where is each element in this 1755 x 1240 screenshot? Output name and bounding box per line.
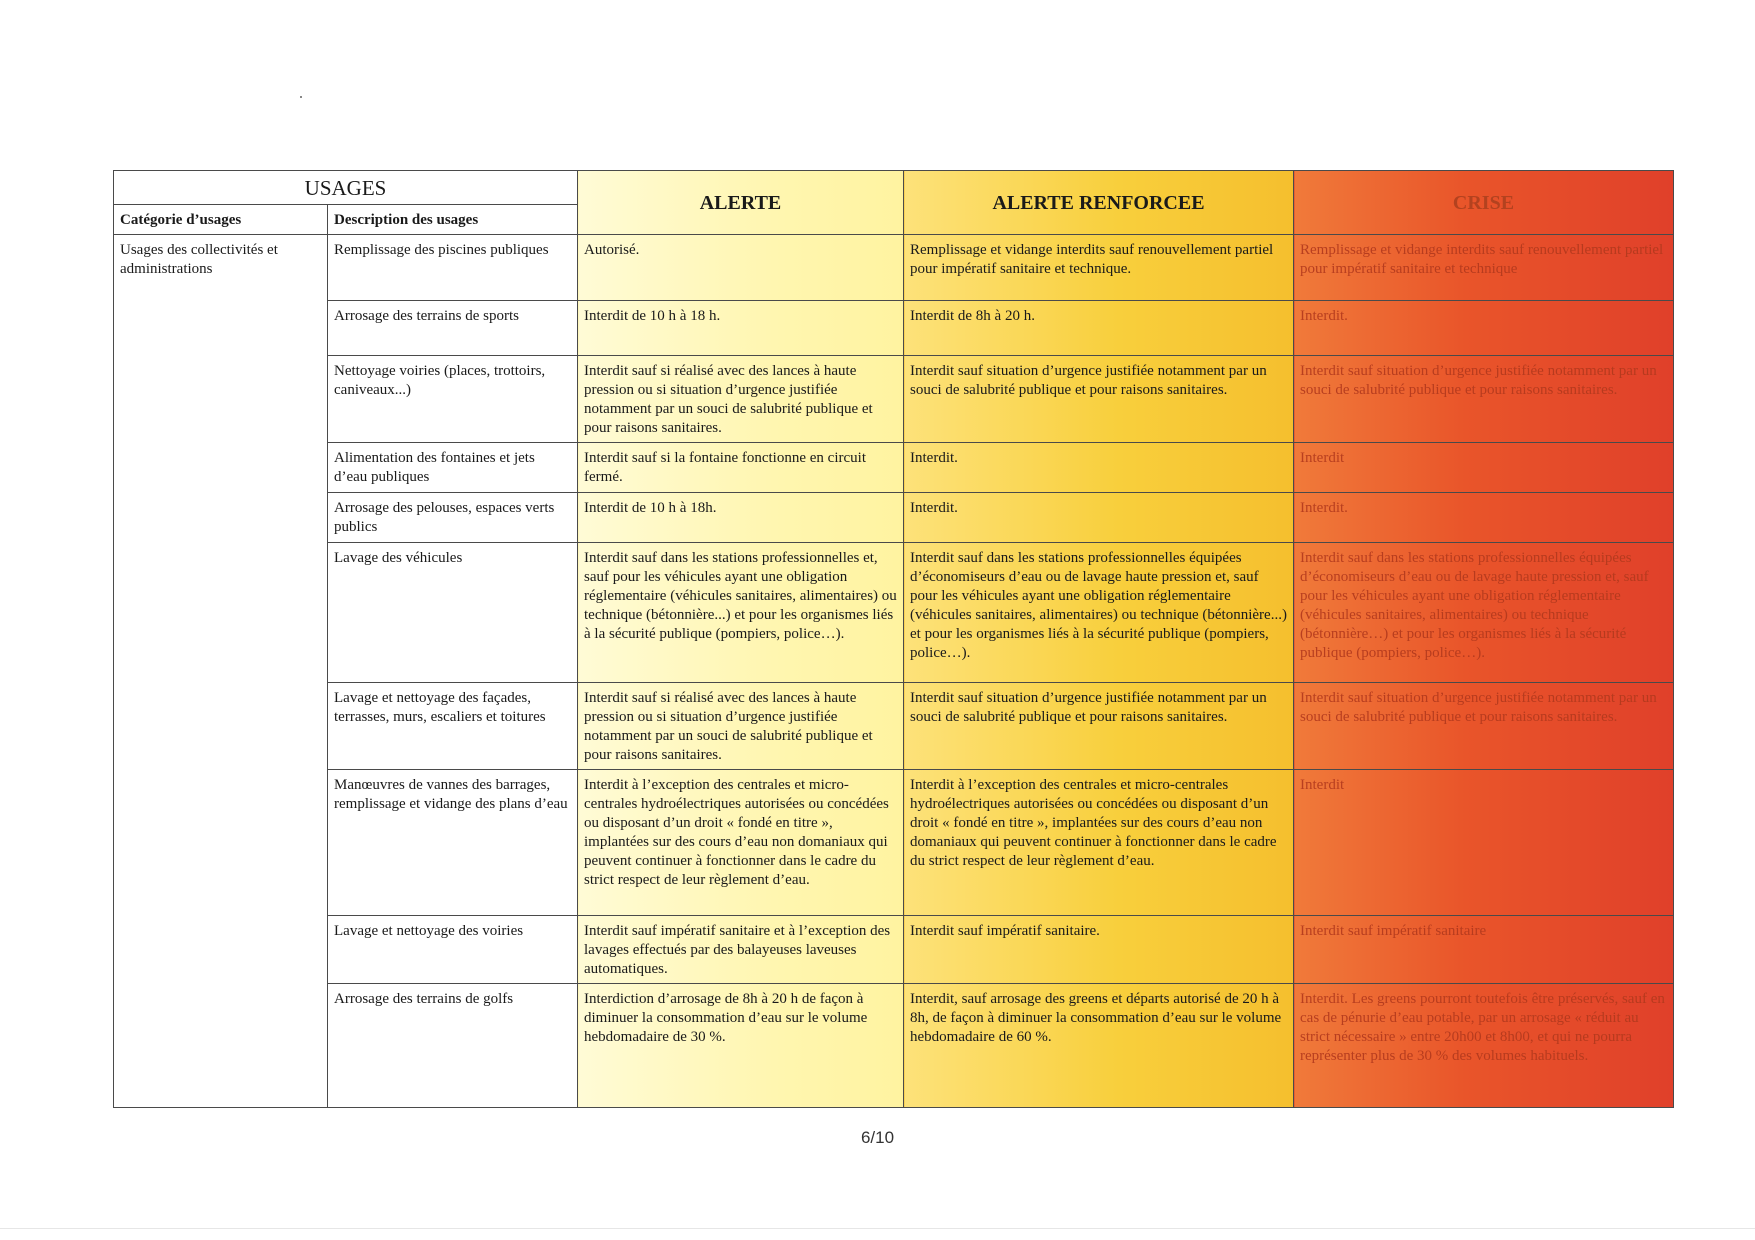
crise-cell (1294, 356, 1674, 443)
table-row (114, 543, 1674, 683)
alerte-cell: Interdiction d’arrosage de 8h à 20 h de façon à diminuer la consommation d’eau sur le volume hebdomadaire de 30 %. (578, 984, 904, 1108)
crise-cell (1294, 301, 1674, 356)
crise-text: Interdit sauf dans les stations professionnelles équipées d’économiseurs d’eau ou de lavage haute pression et, sauf pour les véhicules ayant une obligation réglementaire (véhicules sanitaires, alimentaires) ou technique (bétonnière…) et pour les organismes liés à la sécurité publique (pompiers, police…). (1300, 550, 1649, 661)
alerte-cell: Autorisé. (578, 235, 904, 301)
alerte-cell: Interdit sauf si réalisé avec des lances à haute pression ou si situation d’urgence justifiée notamment par un souci de salubrité publique et pour raisons sanitaires. (578, 356, 904, 443)
renforcee-cell: Interdit sauf situation d’urgence justifiée notamment par un souci de salubrité publique et pour raisons sanitaires. (904, 683, 1294, 770)
crise-cell (1294, 493, 1674, 543)
crise-text: Interdit (1300, 777, 1345, 793)
header-alerte-renforcee: ALERTE RENFORCEE (904, 171, 1294, 235)
usage-description: Arrosage des terrains de sports (328, 301, 578, 356)
table-row (114, 916, 1674, 984)
header-description: Description des usages (328, 205, 578, 235)
usage-description: Manœuvres de vannes des barrages, remplissage et vidange des plans d’eau (328, 770, 578, 916)
alerte-cell: Interdit sauf impératif sanitaire et à l’exception des lavages effectués par des balayeuses laveuses automatiques. (578, 916, 904, 984)
crise-cell (1294, 235, 1674, 301)
crise-cell (1294, 443, 1674, 493)
header-alerte: ALERTE (578, 171, 904, 235)
renforcee-cell: Interdit à l’exception des centrales et micro-centrales hydroélectriques autorisées ou concédées ou disposant d’un droit « fondé en titre », implantées sur des cours d’eau non domaniaux qui peuvent continuer à fonctionner dans le cadre du strict respect de leur règlement d’eau. (904, 770, 1294, 916)
renforcee-cell: Remplissage et vidange interdits sauf renouvellement partiel pour impératif sanitaire et technique. (904, 235, 1294, 301)
crise-cell (1294, 683, 1674, 770)
renforcee-cell: Interdit sauf situation d’urgence justifiée notamment par un souci de salubrité publique et pour raisons sanitaires. (904, 356, 1294, 443)
alerte-cell: Interdit sauf si la fontaine fonctionne en circuit fermé. (578, 443, 904, 493)
alerte-cell: Interdit à l’exception des centrales et micro-centrales hydroélectriques autorisées ou concédées ou disposant d’un droit « fondé en titre », implantées sur des cours d’eau non domaniaux qui peuvent continuer à fonctionner dans le cadre du strict respect de leur règlement d’eau. (578, 770, 904, 916)
crise-text: Interdit sauf impératif sanitaire (1300, 923, 1487, 939)
table-row (114, 235, 1674, 301)
alerte-cell: Interdit sauf dans les stations professionnelles et, sauf pour les véhicules ayant une obligation réglementaire (véhicules sanitaires, alimentaires) ou technique (bétonnière...) et pour les organismes liés à la sécurité publique (pompiers, police…). (578, 543, 904, 683)
crise-text: Interdit. (1300, 308, 1348, 324)
usage-description: Lavage et nettoyage des voiries (328, 916, 578, 984)
usage-description: Remplissage des piscines publiques (328, 235, 578, 301)
renforcee-cell: Interdit de 8h à 20 h. (904, 301, 1294, 356)
renforcee-cell: Interdit. (904, 493, 1294, 543)
category-cell: Usages des collectivités et administrations (114, 235, 328, 1108)
restrictions-table (113, 170, 1674, 1108)
header-usages: USAGES (114, 171, 578, 205)
table-row (114, 493, 1674, 543)
page-number: 6/10 (860, 1128, 895, 1147)
table-row (114, 770, 1674, 916)
usage-description: Lavage et nettoyage des façades, terrasses, murs, escaliers et toitures (328, 683, 578, 770)
renforcee-cell: Interdit sauf dans les stations professionnelles équipées d’économiseurs d’eau ou de lavage haute pression et, sauf pour les véhicules ayant une obligation réglementaire (véhicules sanitaires, alimentaires) ou technique (bétonnière...) et pour les organismes liés à la sécurité publique (pompiers, police…). (904, 543, 1294, 683)
table-row (114, 984, 1674, 1108)
renforcee-cell: Interdit, sauf arrosage des greens et départs autorisé de 20 h à 8h, de façon à diminuer la consommation d’eau sur le volume hebdomadaire de 60 %. (904, 984, 1294, 1108)
scan-edge-line (0, 1228, 1755, 1229)
crise-cell (1294, 770, 1674, 916)
header-categorie: Catégorie d’usages (114, 205, 328, 235)
crise-text: Remplissage et vidange interdits sauf renouvellement partiel pour impératif sanitaire et technique (1300, 242, 1664, 277)
crise-cell (1294, 984, 1674, 1108)
usage-description: Arrosage des terrains de golfs (328, 984, 578, 1108)
table-row (114, 356, 1674, 443)
table-row (114, 443, 1674, 493)
renforcee-cell: Interdit sauf impératif sanitaire. (904, 916, 1294, 984)
crise-text: Interdit sauf situation d’urgence justifiée notamment par un souci de salubrité publique et pour raisons sanitaires. (1300, 690, 1657, 725)
table-row (114, 683, 1674, 770)
alerte-cell: Interdit de 10 h à 18 h. (578, 301, 904, 356)
crise-text: Interdit. Les greens pourront toutefois être préservés, sauf en cas de pénurie d’eau potable, par un arrosage « réduit au strict nécessaire » entre 20h00 et 8h00, et qui ne pourra représenter plus de 30 % des volumes habituels. (1300, 991, 1665, 1064)
alerte-cell: Interdit de 10 h à 18h. (578, 493, 904, 543)
usage-description: Nettoyage voiries (places, trottoirs, caniveaux...) (328, 356, 578, 443)
crise-cell (1294, 916, 1674, 984)
alerte-cell: Interdit sauf si réalisé avec des lances à haute pression ou si situation d’urgence justifiée notamment par un souci de salubrité publique et pour raisons sanitaires. (578, 683, 904, 770)
header-row-top (114, 171, 1674, 205)
usage-description: Lavage des véhicules (328, 543, 578, 683)
usage-description: Alimentation des fontaines et jets d’eau publiques (328, 443, 578, 493)
usage-description: Arrosage des pelouses, espaces verts publics (328, 493, 578, 543)
renforcee-cell: Interdit. (904, 443, 1294, 493)
crise-cell (1294, 543, 1674, 683)
crise-text: Interdit sauf situation d’urgence justifiée notamment par un souci de salubrité publique et pour raisons sanitaires. (1300, 363, 1657, 398)
table-row (114, 301, 1674, 356)
scan-speck (300, 96, 302, 98)
crise-text: Interdit. (1300, 500, 1348, 516)
crise-text: Interdit (1300, 450, 1345, 466)
header-crise: CRISE (1294, 171, 1674, 235)
